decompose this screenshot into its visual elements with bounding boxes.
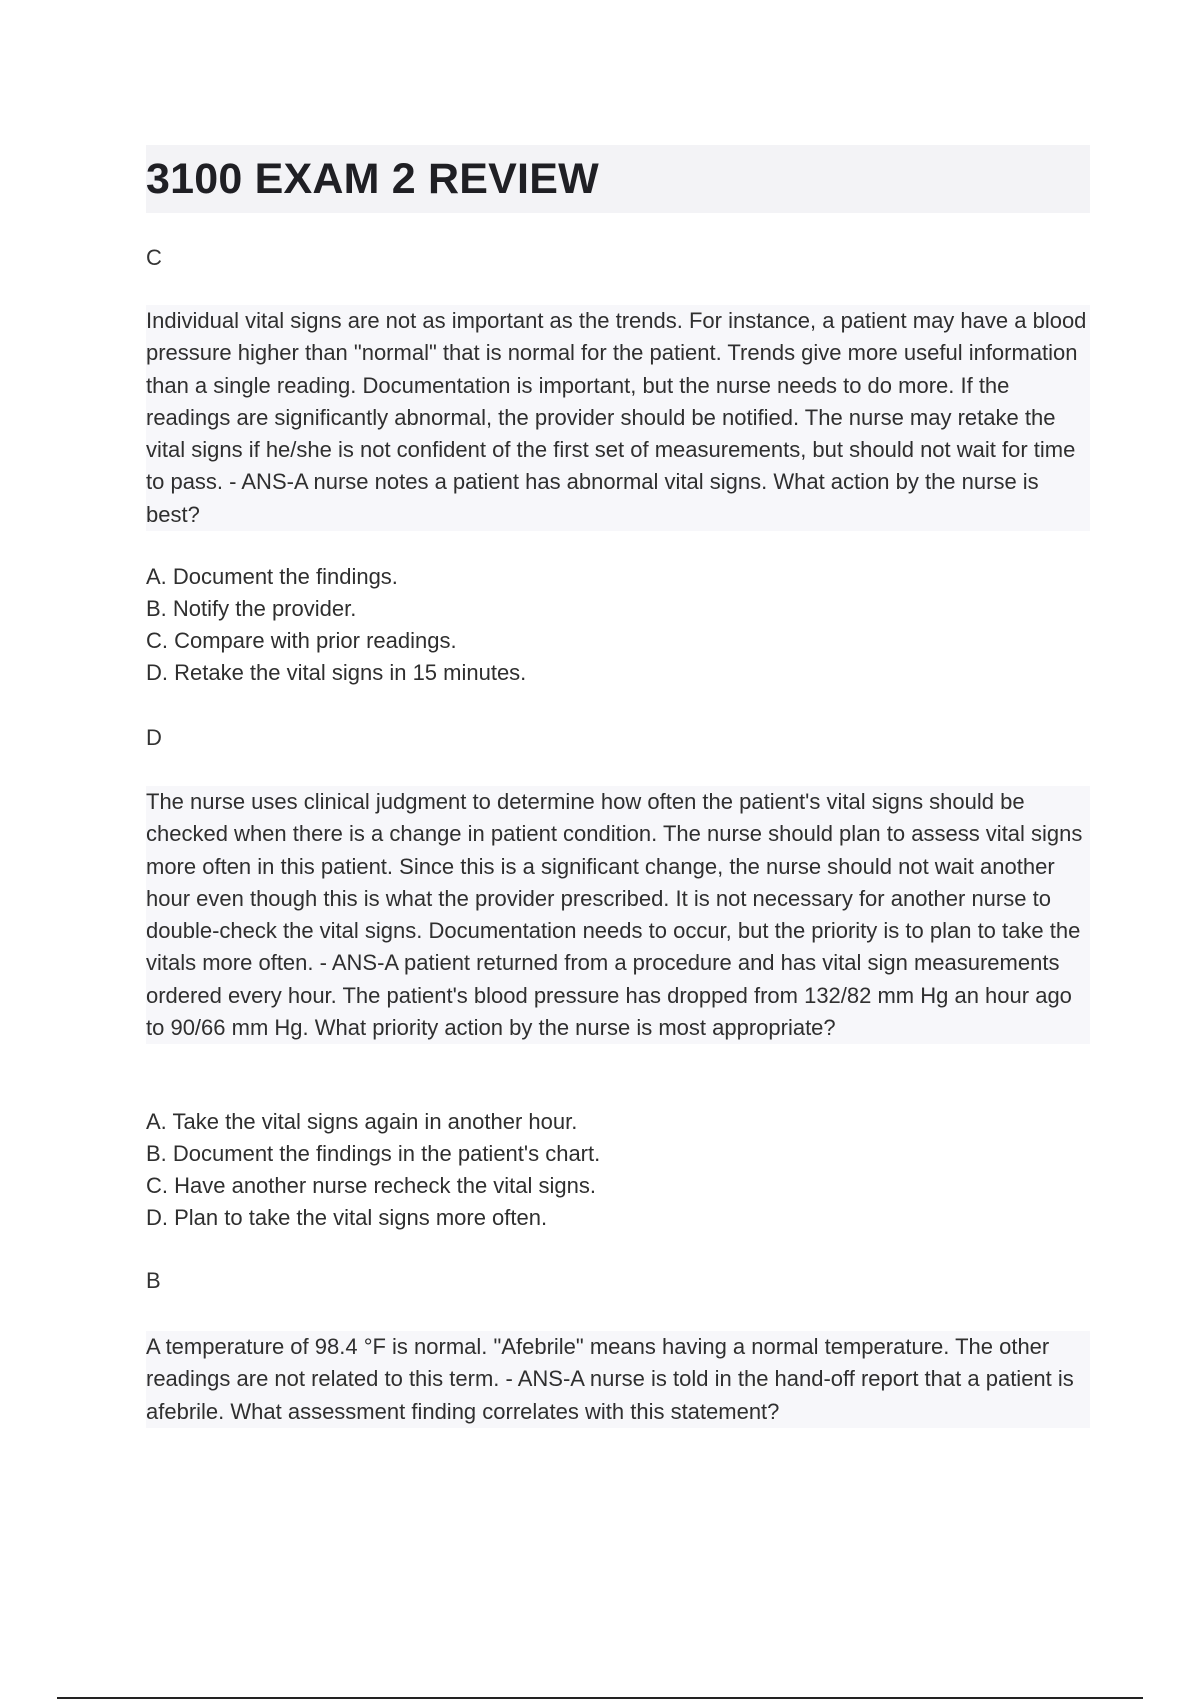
option-a-q1: A. Document the findings.: [146, 564, 398, 589]
option-b-q2: B. Document the findings in the patient's chart.: [146, 1141, 601, 1166]
rationale-q1: Individual vital signs are not as important as the trends. For instance, a patient may have a blood pressure higher than "normal" that is normal for the patient. Trends give more useful information than a single reading. Documentation is important, but the nurse needs to do more. If the readings are significantly abnormal, the provider should be notified. The nurse may retake the vital signs if he/she is not confident of the first set of measurements, but should not wait for time to pass. - ANS-A nurse notes a patient has abnormal vital signs. What action by the nurse is best?: [146, 305, 1090, 531]
answer-letter-q3: B: [146, 1268, 161, 1293]
option-d-q1: D. Retake the vital signs in 15 minutes.: [146, 660, 527, 685]
answer-letter-q1: C: [146, 245, 162, 270]
option-b-q1: B. Notify the provider.: [146, 596, 357, 621]
options-list-q2: [146, 1106, 600, 1234]
rationale-q3: A temperature of 98.4 °F is normal. "Afebrile" means having a normal temperature. The other readings are not related to this term. - ANS-A nurse is told in the hand-off report that a patient is afebrile. What assessment finding correlates with this statement?: [146, 1331, 1090, 1428]
option-c-q2: C. Have another nurse recheck the vital signs.: [146, 1173, 597, 1198]
rationale-q2: The nurse uses clinical judgment to determine how often the patient's vital signs should be checked when there is a change in patient condition. The nurse should plan to assess vital signs more often in this patient. Since this is a significant change, the nurse should not wait another hour even though this is what the provider prescribed. It is not necessary for another nurse to double-check the vital signs. Documentation needs to occur, but the priority is to plan to take the vitals more often. - ANS-A patient returned from a procedure and has vital sign measurements ordered every hour. The patient's blood pressure has dropped from 132/82 mm Hg an hour ago to 90/66 mm Hg. What priority action by the nurse is most appropriate?: [146, 786, 1090, 1044]
option-a-q2: A. Take the vital signs again in another hour.: [146, 1109, 578, 1134]
options-list-q1: [146, 561, 526, 689]
answer-letter-q2: D: [146, 725, 162, 750]
footer-rule: [57, 1697, 1143, 1699]
option-c-q1: C. Compare with prior readings.: [146, 628, 457, 653]
page-title: 3100 EXAM 2 REVIEW: [146, 155, 599, 203]
option-d-q2: D. Plan to take the vital signs more often.: [146, 1205, 548, 1230]
